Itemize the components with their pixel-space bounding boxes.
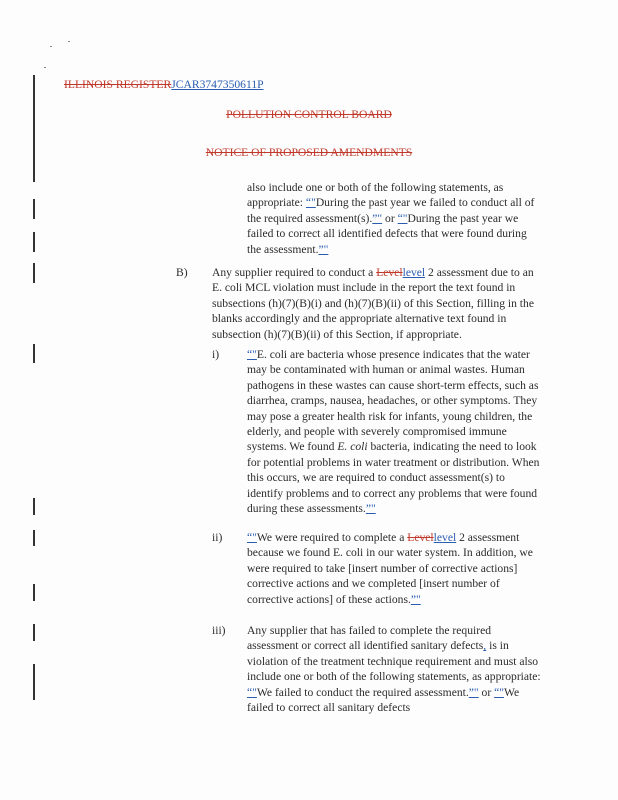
item-iii-paragraph: Any supplier that has failed to complete the required assessment or correct all identified sanitary defects, is in violation of the treatment technique requirement and must also include one or both of the following statements, as appropriate: “"We failed to conduct the required assessment.”" or “"We failed to correct all sanitary defects: [247, 624, 541, 715]
quote-mark: “": [397, 211, 408, 225]
change-bar: [33, 584, 35, 601]
scan-speck: [68, 41, 70, 42]
deleted-text: Level: [376, 266, 403, 279]
quote-mark: ”": [410, 592, 421, 606]
change-bar: [33, 75, 35, 182]
change-bar: [33, 232, 35, 252]
register-deleted: ILLINOIS REGISTER: [64, 78, 172, 91]
item-iii-label: iii): [212, 624, 226, 637]
quote-mark: ”": [372, 211, 383, 225]
item-i-label: i): [212, 348, 220, 361]
register-inserted: JCAR3747350611P: [171, 78, 264, 91]
item-ii-paragraph: “"We were required to complete a Levellevel 2 assessment because we found E. coli in our water system. In addition, we were required to take [insert number of corrective actions] corrective actions and we completed [insert number of corrective actions] of these actions.”": [247, 531, 533, 606]
change-bar: [33, 263, 35, 283]
deleted-text: Level: [407, 531, 434, 544]
item-i-paragraph: “"E. coli are bacteria whose presence indicates that the water may be contaminated with human or animal wastes. Human pathogens in these wastes can cause short-term effects, such as diarrhea, cramps, nausea, headaches, or other symptoms. They may pose a greater health risk for infants, young children, the elderly, and people with severely compromised immune systems. We found E. coli bacteria, indicating the need to look for potential problems in water treatment or distribution. When this occurs, we are required to conduct assessment(s) to identify problems and to correct any problems that were found during these assessments.”": [247, 348, 540, 516]
scan-speck: [50, 46, 52, 47]
scan-speck: [44, 67, 46, 68]
change-bar: [33, 530, 35, 546]
inserted-comma: ,: [483, 639, 487, 653]
register-header: [64, 77, 264, 92]
change-bar: [33, 344, 35, 363]
quote-mark: “": [494, 685, 505, 699]
inserted-text: level: [433, 531, 457, 544]
board-title: POLLUTION CONTROL BOARD: [226, 108, 392, 121]
quote-mark: “": [305, 196, 316, 210]
change-bar: [33, 199, 35, 219]
section-b-paragraph: Any supplier required to conduct a Levellevel 2 assessment due to an E. coli MCL violation must include in the report the text found in subsections (h)(7)(B)(i) and (h)(7)(B)(ii) of this Section, filling in the blanks accordingly and the appropriate alternative text found in subsection (h)(7)(B)(ii) of this Section, if appropriate.: [212, 266, 534, 341]
quote-mark: ”": [468, 685, 479, 699]
quote-mark: “": [247, 531, 257, 544]
change-bar: [33, 498, 35, 515]
notice-title: NOTICE OF PROPOSED AMENDMENTS: [205, 146, 413, 159]
quote-mark: ”": [365, 502, 376, 516]
intro-paragraph: also include one or both of the following statements, as appropriate: “"During the past year we failed to conduct all of the required assessment(s).”" or “"During the past year we failed to correct all identified defects that were found during the assessment.”": [247, 181, 535, 256]
item-ii-label: ii): [212, 531, 223, 544]
quote-mark: ”": [318, 242, 329, 256]
section-b-label: B): [176, 266, 188, 279]
notice-header: [0, 145, 618, 160]
quote-mark: “": [247, 348, 257, 361]
inserted-text: level: [402, 266, 426, 279]
board-header: [0, 107, 618, 122]
change-bar: [33, 664, 35, 700]
change-bar: [33, 624, 35, 641]
quote-mark: “": [247, 685, 257, 699]
